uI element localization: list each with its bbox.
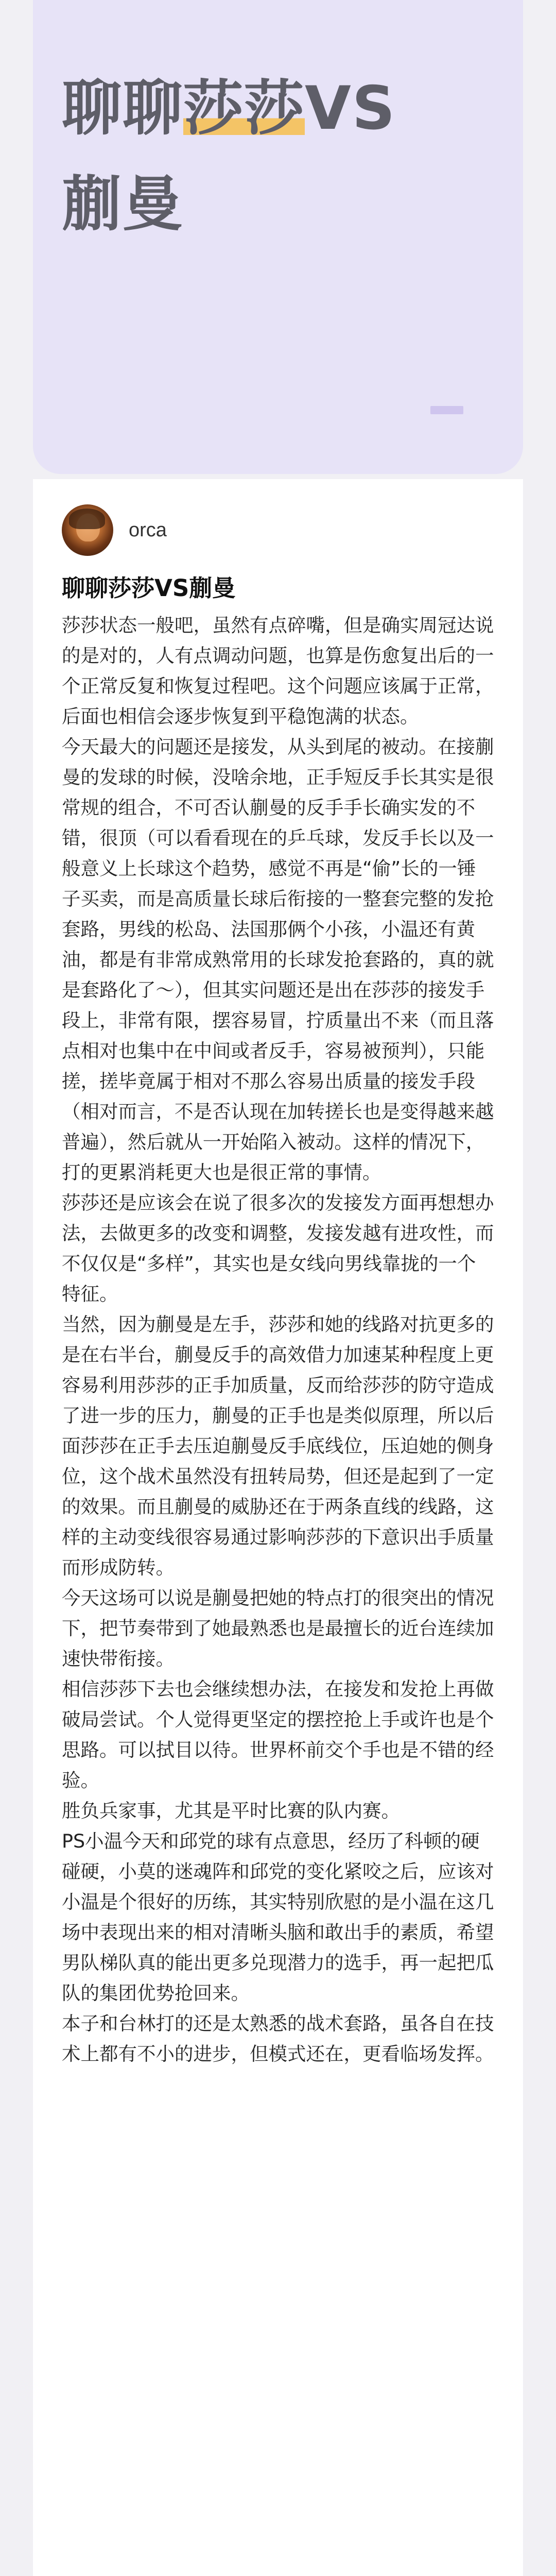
paragraph: 本子和台林打的还是太熟悉的战术套路，虽各自在技术上都有不小的进步，但模式还在，更看临场发挥。 — [62, 2012, 494, 2065]
hero-title — [62, 61, 484, 252]
paragraph: 当然，因为蒯曼是左手，莎莎和她的线路对抗更多的是在右半台，蒯曼反手的高效借力加速某种程度上更容易利用莎莎的正手加质量，反而给莎莎的防守造成了进一步的压力，蒯曼的正手也是类似原理，所以后面莎莎在正手去压迫蒯曼反手底线位，压迫她的侧身位，这个战术虽然没有扭转局势，但还是起到了一定的效果。而且蒯曼的威胁还在于两条直线的线路，这样的主动变线很容易通过影响莎莎的下意识出手质量而形成防转。 — [62, 1313, 494, 1579]
paragraph: 胜负兵家事，尤其是平时比赛的队内赛。 — [62, 1800, 400, 1822]
hero-title-part2: VS — [305, 74, 396, 143]
article-body — [62, 610, 494, 2069]
author-name[interactable]: orca — [129, 519, 167, 541]
paragraph: 莎莎状态一般吧，虽然有点碎嘴，但是确实周冠达说的是对的，人有点调动问题，也算是伤愈复出后的一个正常反复和恢复过程吧。这个问题应该属于正常，后面也相信会逐步恢复到平稳饱满的状态。 — [62, 614, 494, 727]
author-row[interactable] — [62, 503, 167, 557]
avatar[interactable] — [62, 504, 113, 556]
hero-title-part1: 聊聊 — [62, 74, 183, 143]
paragraph: 今天最大的问题还是接发，从头到尾的被动。在接蒯曼的发球的时候，没啥余地，正手短反手长其实是很常规的组合，不可否认蒯曼的反手手长确实发的不错，很顶（可以看看现在的乒乓球，发反手长以及一般意义上长球这个趋势，感觉不再是“偷”长的一锤子买卖，而是高质量长球后衔接的一整套完整的发抢套路，男线的松岛、法国那俩个小孩，小温还有黄油，都是有非常成熟常用的长球发抢套路的，真的就是套路化了～），但其实问题还是出在莎莎的接发手段上，非常有限，摆容易冒，拧质量出不来（而且落点相对也集中在中间或者反手，容易被预判），只能搓，搓毕竟属于相对不那么容易出质量的接发手段（相对而言，不是否认现在加转搓长也是变得越来越普遍），然后就从一开始陷入被动。这样的情况下，打的更累消耗更大也是很正常的事情。 — [62, 736, 494, 1183]
hero-title-highlight: 莎莎 — [183, 74, 305, 143]
paragraph: 莎莎还是应该会在说了很多次的发接发方面再想想办法，去做更多的改变和调整，发接发越有进攻性，而不仅仅是“多样”，其实也是女线向男线靠拢的一个特征。 — [62, 1192, 494, 1305]
decorative-bar — [430, 406, 463, 414]
article-title: 聊聊莎莎VS蒯曼 — [62, 574, 236, 602]
hero-title-line2: 蒯曼 — [62, 170, 183, 239]
paragraph: 今天这场可以说是蒯曼把她的特点打的很突出的情况下，把节奏带到了她最熟悉也是最擅长的近台连续加速快带衔接。 — [62, 1587, 494, 1670]
paragraph: 相信莎莎下去也会继续想办法，在接发和发抢上再做破局尝试。个人觉得更坚定的摆控抢上手或许也是个思路。可以拭目以待。世界杯前交个手也是不错的经验。 — [62, 1678, 494, 1791]
paragraph: PS小温今天和邱党的球有点意思，经历了科顿的硬碰硬，小莫的迷魂阵和邱党的变化紧咬之后，应该对小温是个很好的历练，其实特别欣慰的是小温在这几场中表现出来的相对清晰头脑和敢出手的素质，希望男队梯队真的能出更多兑现潜力的选手，再一起把瓜队的集团优势抢回来。 — [62, 1830, 494, 2004]
